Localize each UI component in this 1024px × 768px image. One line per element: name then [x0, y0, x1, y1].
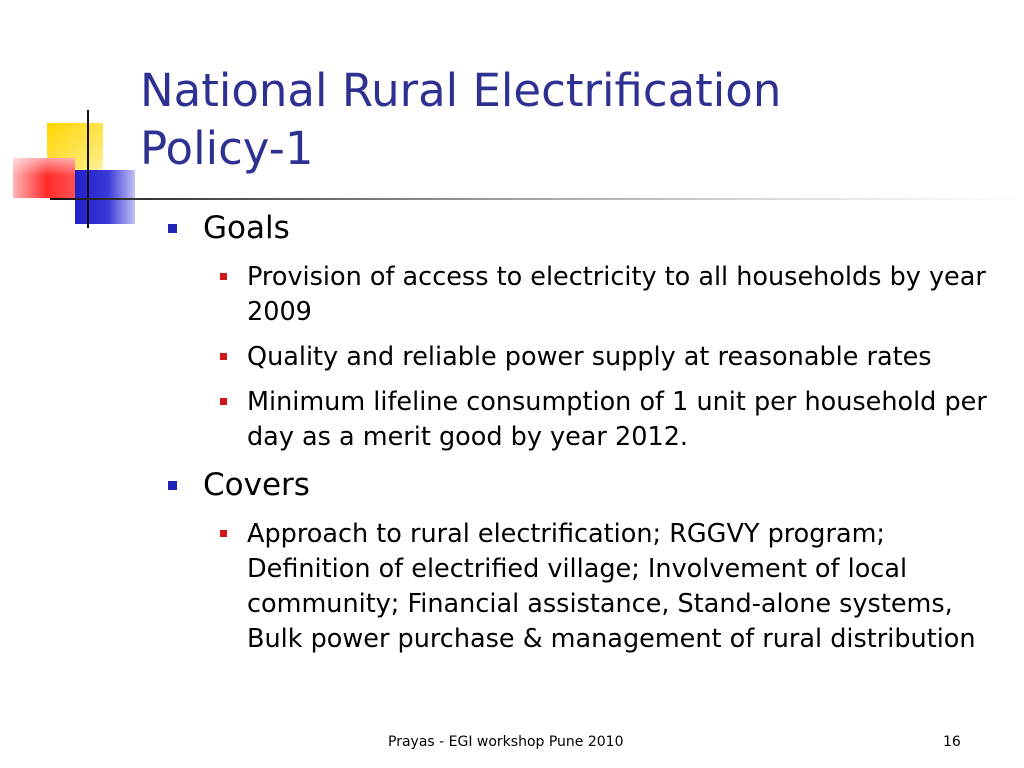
sub-bullet-item — [203, 340, 1003, 375]
goals-sublist — [203, 260, 1010, 455]
slide-footer: Prayas - EGI workshop Pune 2010 — [388, 734, 624, 750]
bullet-heading: Covers — [203, 467, 310, 503]
sub-bullet-text: Quality and reliable power supply at reasonable rates — [247, 342, 932, 372]
sub-bullet-text: Minimum lifeline consumption of 1 unit per household per day as a merit good by year 2012. — [247, 387, 987, 452]
red-square-bullet-icon — [220, 353, 227, 360]
title-underline — [50, 198, 1024, 200]
slide-title — [140, 62, 1000, 178]
bullet-heading: Goals — [203, 210, 290, 246]
blue-square-bullet-icon — [168, 481, 177, 490]
blue-square — [75, 170, 135, 224]
covers-sublist — [203, 517, 1010, 657]
blue-square-bullet-icon — [168, 224, 177, 233]
bullet-covers — [160, 465, 1010, 505]
sub-bullet-text: Approach to rural electrification; RGGVY program; Definition of electrified village; Involvement of local community; Financial assistance, Stand-alone systems, Bulk power purchase & management of rural distribution — [247, 519, 976, 654]
sub-bullet-item — [203, 260, 1003, 330]
bullet-goals — [160, 208, 1010, 248]
title-line-1: National Rural Electrification — [140, 64, 782, 117]
red-square-bullet-icon — [220, 273, 227, 280]
slide-content — [160, 204, 1010, 667]
red-square-bullet-icon — [220, 530, 227, 537]
sub-bullet-text: Provision of access to electricity to all households by year 2009 — [247, 262, 986, 327]
sub-bullet-item — [203, 517, 1003, 657]
colored-squares-logo-icon — [0, 0, 150, 240]
page-number: 16 — [943, 734, 961, 750]
vertical-rule — [87, 110, 89, 228]
red-square-bullet-icon — [220, 398, 227, 405]
sub-bullet-item — [203, 385, 1003, 455]
title-line-2: Policy-1 — [140, 122, 314, 175]
red-square-highlight — [13, 158, 75, 198]
